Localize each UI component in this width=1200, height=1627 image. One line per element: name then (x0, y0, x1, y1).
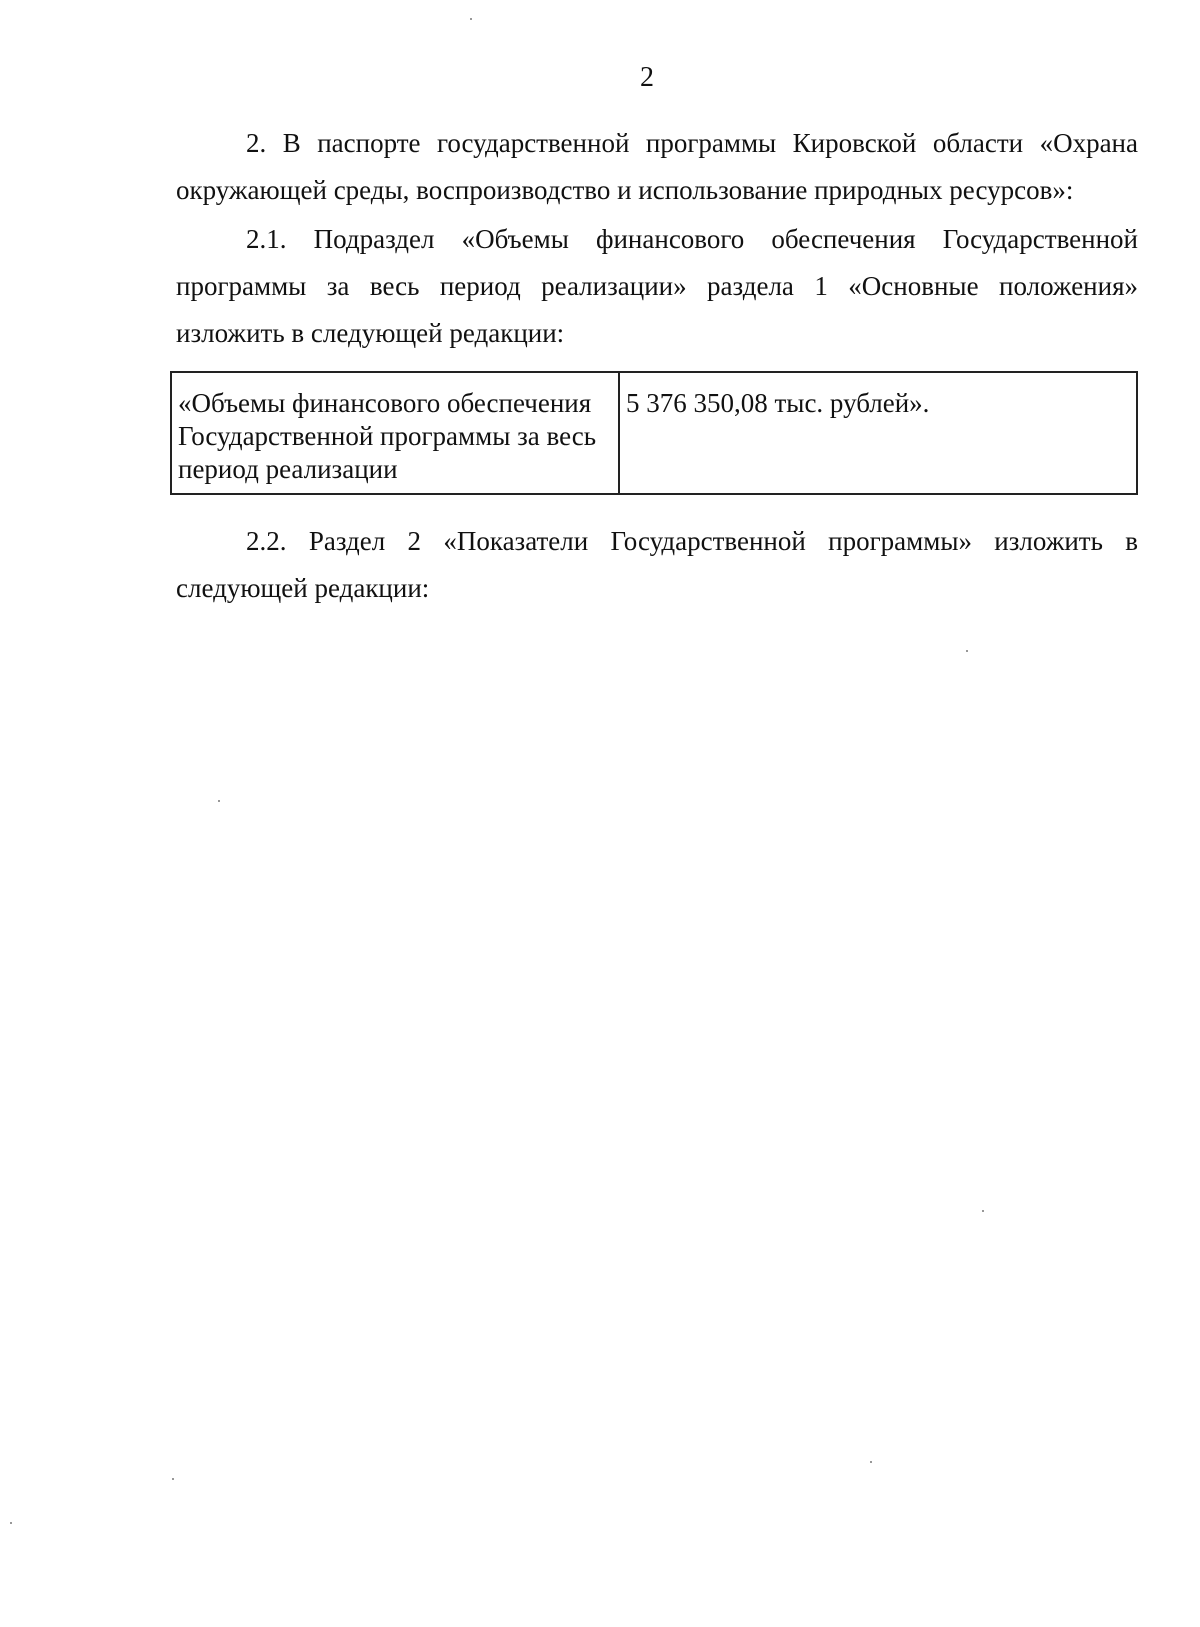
scan-speck (470, 18, 472, 20)
page-number: 2 (640, 62, 654, 93)
financing-label-cell: «Объемы финансового обеспечения Государственной программы за весь период реализации (171, 372, 619, 494)
scan-speck (870, 1461, 872, 1463)
scan-speck (10, 1522, 12, 1524)
scan-speck (966, 650, 968, 652)
financing-value-cell: 5 376 350,08 тыс. рублей». (619, 372, 1137, 494)
financing-table (170, 371, 1138, 495)
scan-speck (172, 1478, 174, 1480)
paragraph-passport: 2. В паспорте государственной программы Кировской области «Охрана окружающей среды, воспроизводство и использование природных ресурсов»: (176, 128, 1138, 205)
scan-speck (218, 800, 220, 802)
paragraph-subsection-2-1: 2.1. Подраздел «Объемы финансового обеспечения Государственной программы за весь период реализации» раздела 1 «Основные положения» изложить в следующей редакции: (176, 224, 1138, 348)
paragraph-section-2-2: 2.2. Раздел 2 «Показатели Государственной программы» изложить в следующей редакции: (176, 526, 1138, 603)
scan-speck (982, 1210, 984, 1212)
table-row (171, 372, 1137, 494)
